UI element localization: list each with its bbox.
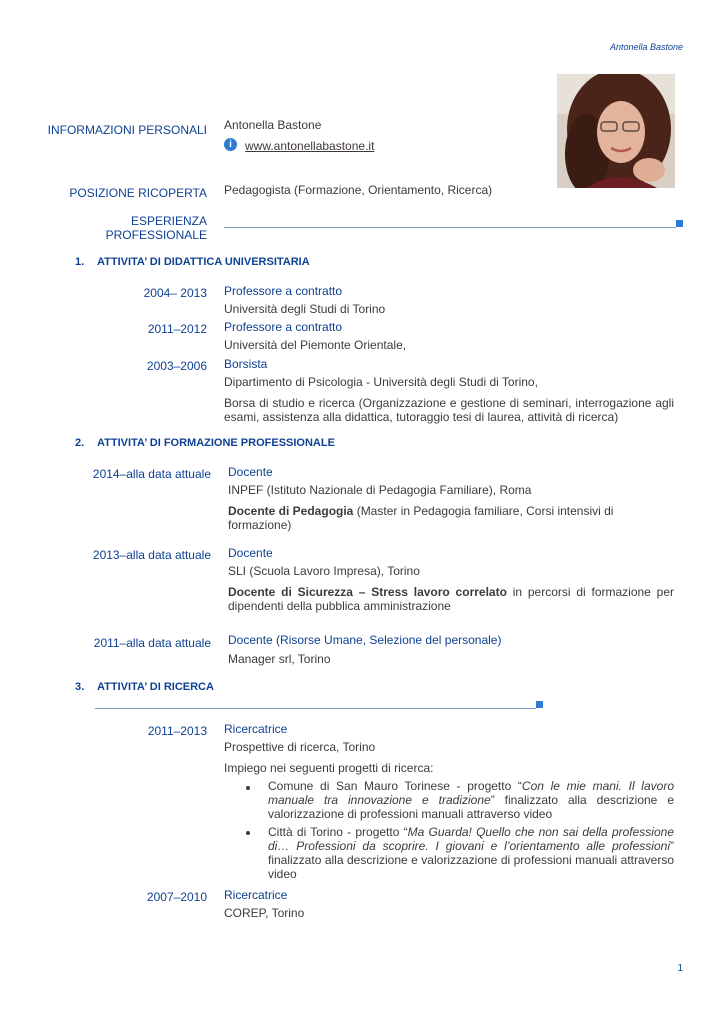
s2-e2-dates: 2013–alla data attuale: [92, 548, 211, 562]
section3-number: 3.: [75, 681, 85, 693]
s3-e2-role: Ricercatrice: [224, 888, 288, 902]
s2-e1-role: Docente: [228, 465, 273, 479]
s3-e2-org: COREP, Torino: [224, 906, 305, 920]
s3-b1-post: ” finalizzato alla descrizione e valorizzazione di professioni manuali attraverso video: [268, 793, 674, 821]
research-divider: [95, 708, 536, 709]
website-link[interactable]: www.antonellabastone.it: [245, 139, 375, 153]
bullet-2: [246, 831, 250, 835]
position-value: Pedagogista (Formazione, Orientamento, Ricerca): [224, 183, 493, 197]
s2-e1-dates: 2014–alla data attuale: [92, 467, 211, 481]
s3-b1-italic: Con le mie mani. Il lavoro manuale tra innovazione e tradizione: [268, 779, 674, 807]
s2-e2-org: SLI (Scuola Lavoro Impresa), Torino: [228, 564, 420, 578]
bullet-1: [246, 786, 250, 790]
experience-divider-square: [676, 220, 683, 227]
section1-title: ATTIVITA’ DI DIDATTICA UNIVERSITARIA: [97, 256, 310, 268]
s1-e1-role: Professore a contratto: [224, 284, 343, 298]
person-name: Antonella Bastone: [224, 118, 322, 132]
research-divider-square: [536, 701, 543, 708]
profile-photo-image: [557, 74, 675, 188]
experience-label-2: PROFESSIONALE: [105, 228, 207, 242]
s1-e1-org: Università degli Studi di Torino: [224, 302, 386, 316]
s2-e1-description: [228, 504, 674, 532]
experience-divider: [224, 227, 676, 228]
s1-e3-role: Borsista: [224, 357, 268, 371]
section1-number: 1.: [75, 256, 85, 268]
s3-e2-dates: 2007–2010: [146, 890, 207, 904]
s2-e1-desc-bold: Docente di Pedagogia: [228, 504, 354, 518]
s2-e2-desc-rest: in percorsi di formazione per dipendenti della pubblica amministrazione: [228, 585, 674, 613]
s2-e3-role: Docente (Risorse Umane, Selezione del personale): [228, 633, 502, 647]
s1-e2-org: Università del Piemonte Orientale,: [224, 338, 407, 352]
s2-e2-role: Docente: [228, 546, 273, 560]
s2-e1-org: INPEF (Istituto Nazionale di Pedagogia Familiare), Roma: [228, 483, 532, 497]
s2-e2-desc-bold: Docente di Sicurezza – Stress lavoro correlato: [228, 585, 507, 599]
s3-b2-post: ” finalizzato alla descrizione e valorizzazione di professioni manuali attraverso video: [268, 839, 674, 881]
experience-label-1: ESPERIENZA: [130, 214, 207, 228]
section1-heading: [75, 256, 310, 268]
s1-e2-role: Professore a contratto: [224, 320, 343, 334]
s1-e3-org: Dipartimento di Psicologia - Università degli Studi di Torino,: [224, 375, 538, 389]
s3-e1-dates: 2011–2013: [147, 724, 207, 738]
s3-b2-italic: Ma Guarda! Quello che non sai della professione di… Professioni da scoprire. I giovani e l’orientamento alle professioni: [268, 825, 674, 853]
page-number: 1: [677, 963, 683, 974]
personal-info-label: INFORMAZIONI PERSONALI: [47, 123, 207, 137]
s3-e1-bullet-1: [268, 779, 674, 821]
s3-e1-bullet-2: [268, 825, 674, 881]
header-name: Antonella Bastone: [609, 42, 683, 52]
s3-e1-intro: Impiego nei seguenti progetti di ricerca:: [224, 761, 434, 775]
position-label: POSIZIONE RICOPERTA: [69, 186, 207, 200]
s2-e1-desc-rest: (Master in Pedagogia familiare, Corsi intensivi di formazione): [228, 504, 614, 532]
section2-heading: [75, 437, 335, 449]
website-icon: i: [224, 138, 237, 151]
s1-e3-dates: 2003–2006: [146, 359, 207, 373]
profile-photo: [557, 74, 675, 188]
section3-heading: [75, 681, 214, 693]
s2-e2-description: [228, 585, 674, 613]
s2-e3-dates: 2011–alla data attuale: [93, 636, 211, 650]
s2-e3-org: Manager srl, Torino: [228, 652, 331, 666]
s3-e1-org: Prospettive di ricerca, Torino: [224, 740, 376, 754]
s1-e1-dates: 2004– 2013: [143, 286, 207, 300]
s3-e1-role: Ricercatrice: [224, 722, 288, 736]
s1-e2-dates: 2011–2012: [147, 322, 207, 336]
section2-number: 2.: [75, 437, 85, 449]
s3-b2-pre: Città di Torino - progetto “: [268, 825, 408, 839]
s1-e3-description: Borsa di studio e ricerca (Organizzazione e gestione di seminari, interrogazione agli esami, assistenza alla didattica, tutoraggio tesi di laurea, attività di ricerca): [224, 396, 674, 424]
s3-b1-pre: Comune di San Mauro Torinese - progetto “: [268, 779, 522, 793]
section3-title: ATTIVITA’ DI RICERCA: [97, 681, 214, 693]
section2-title: ATTIVITA’ DI FORMAZIONE PROFESSIONALE: [97, 437, 335, 449]
